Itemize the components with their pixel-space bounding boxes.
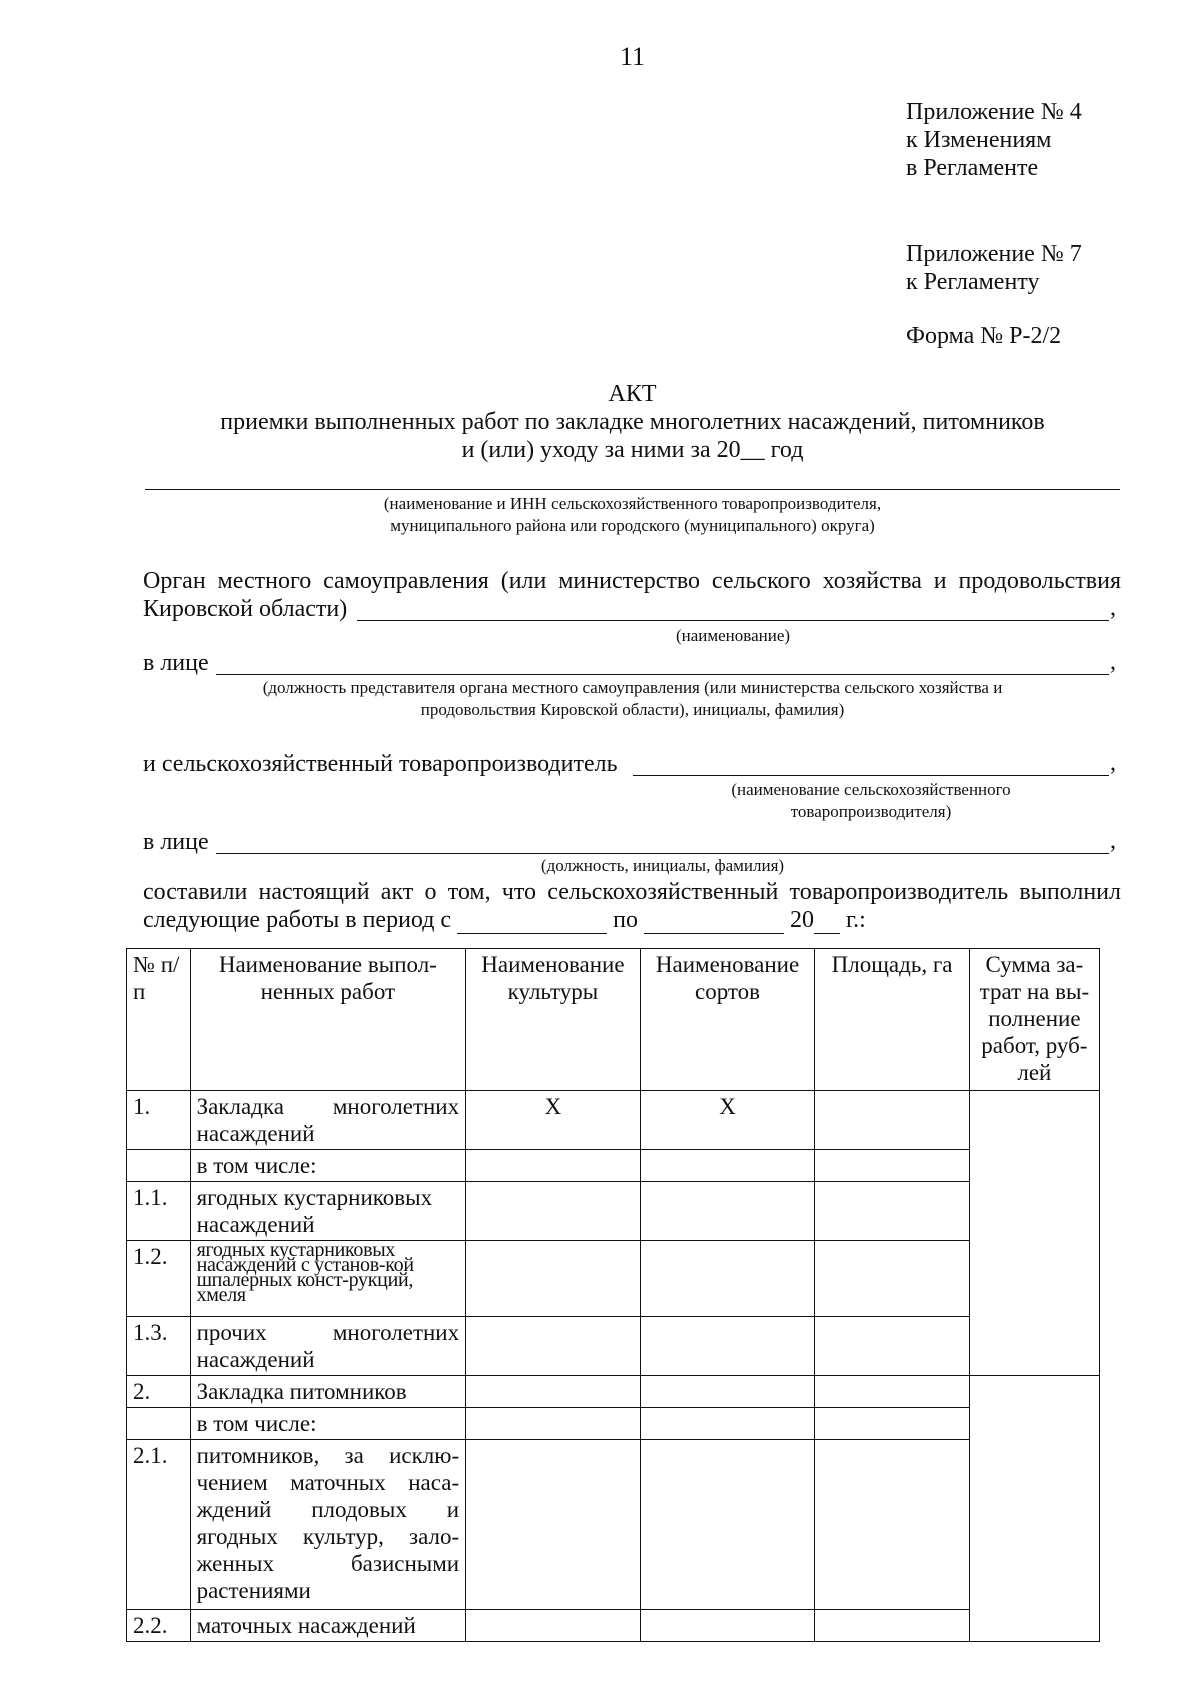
row-area-cell[interactable] — [815, 1440, 969, 1610]
represented1-label: в лице — [143, 650, 209, 676]
appendix7-line2: к Регламенту — [906, 269, 1040, 295]
row-num — [127, 1150, 191, 1182]
works-table — [126, 948, 1100, 1642]
appendix4-line3: в Регламенте — [906, 155, 1039, 181]
row-culture-cell[interactable] — [466, 1376, 641, 1408]
row-name: Закладка питомников — [190, 1376, 466, 1408]
authority-comma: , — [1110, 595, 1116, 621]
header-sum: Сумма за-трат на вы-полнение работ, руб-лей — [969, 949, 1099, 1091]
row-num — [127, 1408, 191, 1440]
header-work-name: Наименование выпол-ненных работ — [190, 949, 466, 1091]
producer-caption-line2: муниципального района или городского (муниципального) округа) — [390, 516, 875, 535]
row-sorts: Х — [640, 1091, 815, 1150]
row-num: 1.3. — [127, 1317, 191, 1376]
row-num: 2. — [127, 1376, 191, 1408]
authority-name-line[interactable] — [357, 620, 1109, 621]
table-row — [127, 1241, 1100, 1317]
statement-year-suffix: г.: — [845, 907, 866, 933]
header-area: Площадь, га — [815, 949, 969, 1091]
row-name: в том числе: — [190, 1408, 466, 1440]
header-sorts: Наименование сортов — [640, 949, 815, 1091]
row-area-cell[interactable] — [815, 1241, 969, 1317]
page-number: 11 — [619, 42, 646, 71]
appendix7-line1: Приложение № 7 — [906, 241, 1082, 267]
producer-comma: , — [1110, 750, 1116, 776]
row-culture-cell[interactable] — [466, 1317, 641, 1376]
row-culture-cell[interactable] — [466, 1610, 641, 1642]
row-area-cell[interactable] — [815, 1150, 969, 1182]
statement-year-prefix: 20 — [789, 907, 814, 933]
producer-name-line[interactable] — [145, 489, 1120, 490]
row-num: 1. — [127, 1091, 191, 1150]
row-name: прочих многолетних насаждений — [190, 1317, 466, 1376]
table-row — [127, 1440, 1100, 1610]
row-name: питомников, за исклю-чением маточных наса-ждений плодовых и ягодных культур, зало-женных базисными растениями — [190, 1440, 466, 1610]
row-sorts-cell[interactable] — [640, 1241, 815, 1317]
represented2-caption: (должность, инициалы, фамилия) — [540, 856, 785, 875]
table-row — [127, 1317, 1100, 1376]
producer-caption-line2: товаропроизводителя) — [790, 802, 952, 821]
year-field[interactable] — [814, 911, 840, 934]
represented1-caption-line1: (должность представителя органа местного самоуправления (или министерства сельского хозяйства и — [262, 678, 1003, 697]
act-subtitle-line1: приемки выполненных работ по закладке многолетних насаждений, питомников — [220, 409, 1045, 435]
row-name: ягодных кустарниковых насаждений — [190, 1182, 466, 1241]
represented2-line[interactable] — [216, 853, 1109, 854]
row-area-cell[interactable] — [815, 1610, 969, 1642]
row-num: 1.1. — [127, 1182, 191, 1241]
table-row — [127, 1182, 1100, 1241]
header-culture: Наименование культуры — [466, 949, 641, 1091]
row-area-cell[interactable] — [815, 1182, 969, 1241]
row-name: в том числе: — [190, 1150, 466, 1182]
table-header-row — [127, 949, 1100, 1091]
represented1-caption-line2: продовольствия Кировской области), инициалы, фамилия) — [420, 700, 845, 719]
row-sorts-cell[interactable] — [640, 1182, 815, 1241]
row-culture-cell[interactable] — [466, 1241, 641, 1317]
statement-line2 — [143, 906, 866, 934]
row-culture-cell[interactable] — [466, 1440, 641, 1610]
row-sorts-cell[interactable] — [640, 1150, 815, 1182]
row-culture-cell[interactable] — [466, 1150, 641, 1182]
row-num: 2.1. — [127, 1440, 191, 1610]
table-row — [127, 1408, 1100, 1440]
row-culture-cell[interactable] — [466, 1182, 641, 1241]
header-num: № п/п — [127, 949, 191, 1091]
table-row — [127, 1610, 1100, 1642]
row-sum-cell-group2[interactable] — [969, 1376, 1099, 1642]
row-sorts-cell[interactable] — [640, 1440, 815, 1610]
row-culture: Х — [466, 1091, 641, 1150]
row-sorts-cell[interactable] — [640, 1610, 815, 1642]
represented1-comma: , — [1110, 649, 1116, 675]
table-row — [127, 1150, 1100, 1182]
row-culture-cell[interactable] — [466, 1408, 641, 1440]
period-start-field[interactable] — [457, 911, 607, 934]
producer-label: и сельскохозяйственный товаропроизводитель — [143, 751, 618, 777]
act-title: АКТ — [608, 381, 657, 407]
represented1-line[interactable] — [216, 674, 1109, 675]
table-row — [127, 1091, 1100, 1150]
row-num: 1.2. — [127, 1241, 191, 1317]
row-area-cell[interactable] — [815, 1091, 969, 1150]
row-sorts-cell[interactable] — [640, 1376, 815, 1408]
represented2-label: в лице — [143, 829, 209, 855]
statement-period-to-label: по — [613, 907, 638, 933]
row-num: 2.2. — [127, 1610, 191, 1642]
act-subtitle-line2: и (или) уходу за ними за 20__ год — [461, 437, 804, 463]
statement-line1: составили настоящий акт о том, что сельскохозяйственный товаропроизводитель выполнил — [143, 879, 1121, 905]
row-name: ягодных кустарниковых насаждений с установ-кой шпалерных конст-рукций, хмеля — [190, 1241, 466, 1317]
appendix4-line2: к Изменениям — [906, 127, 1052, 153]
represented2-comma: , — [1110, 828, 1116, 854]
row-sorts-cell[interactable] — [640, 1408, 815, 1440]
statement-period-from-label: следующие работы в период с — [143, 907, 452, 933]
authority-text-line2: Кировской области) — [143, 596, 348, 622]
producer-line[interactable] — [633, 775, 1109, 776]
row-sum-cell-group1[interactable] — [969, 1091, 1099, 1376]
table-row — [127, 1376, 1100, 1408]
appendix4-line1: Приложение № 4 — [906, 99, 1082, 125]
row-area-cell[interactable] — [815, 1376, 969, 1408]
row-area-cell[interactable] — [815, 1317, 969, 1376]
producer-caption-line1: (наименование сельскохозяйственного — [731, 780, 1011, 799]
period-end-field[interactable] — [644, 911, 784, 934]
authority-text-line1: Орган местного самоуправления (или министерство сельского хозяйства и продовольствия — [143, 568, 1121, 594]
row-name: Закладка многолетних насаждений — [190, 1091, 466, 1150]
row-sorts-cell[interactable] — [640, 1317, 815, 1376]
producer-caption-line1: (наименование и ИНН сельскохозяйственного товаропроизводителя, — [383, 494, 882, 513]
authority-caption: (наименование) — [675, 626, 791, 645]
form-number: Форма № Р-2/2 — [906, 323, 1062, 349]
row-name: маточных насаждений — [190, 1610, 466, 1642]
row-area-cell[interactable] — [815, 1408, 969, 1440]
